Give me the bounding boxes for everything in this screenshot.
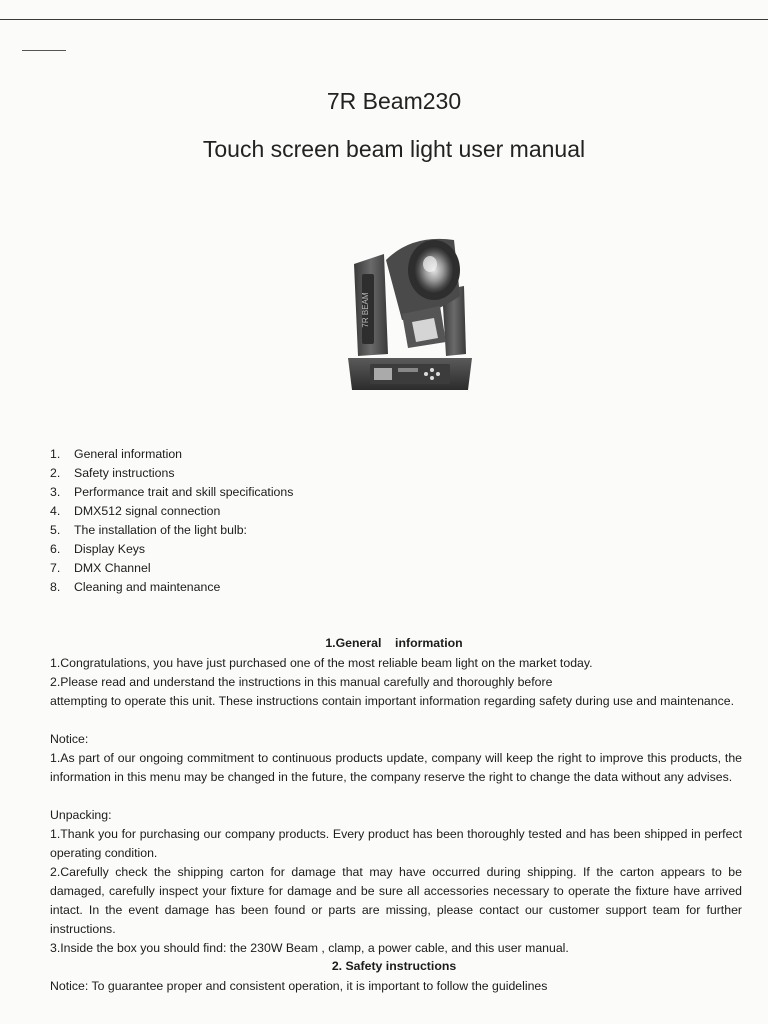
paragraph-unpacking-1: 1.Thank you for purchasing our company products. Every product has been thoroughly tested and has been shipped in perfect operating condition. (50, 827, 742, 860)
toc-number: 2. (50, 466, 61, 480)
toc-number: 1. (50, 447, 61, 461)
toc-label: Performance trait and skill specifications (74, 485, 294, 499)
toc-item (50, 578, 293, 597)
toc-label: The installation of the light bulb: (74, 523, 247, 537)
toc-label: Cleaning and maintenance (74, 580, 221, 594)
toc-label: Display Keys (74, 542, 146, 556)
section-heading-general: 1.General information (325, 636, 463, 650)
toc-item (50, 559, 293, 578)
notice-label: Notice: (50, 732, 89, 746)
table-of-contents (50, 445, 293, 597)
moving-head-light-image (342, 230, 478, 396)
toc-number: 6. (50, 542, 61, 556)
toc-label: Safety instructions (74, 466, 175, 480)
toc-label: DMX Channel (74, 561, 151, 575)
toc-number: 3. (50, 485, 61, 499)
toc-number: 8. (50, 580, 61, 594)
paragraph-read-instructions: 2.Please read and understand the instructions in this manual carefully and thoroughly before (50, 675, 553, 689)
toc-item (50, 445, 293, 464)
toc-number: 4. (50, 504, 61, 518)
toc-number: 5. (50, 523, 61, 537)
fixture-logo: 7R BEAM (361, 292, 370, 328)
top-rule (0, 19, 768, 20)
toc-item (50, 521, 293, 540)
toc-item (50, 502, 293, 521)
paragraph-safety-notice: Notice: To guarantee proper and consistent operation, it is important to follow the guidelines (50, 979, 548, 993)
paragraph-read-instructions-cont: attempting to operate this unit. These instructions contain important information regarding safety during use and maintenance. (50, 694, 735, 708)
toc-label: DMX512 signal connection (74, 504, 221, 518)
paragraph-congratulations: 1.Congratulations, you have just purchased one of the most reliable beam light on the market today. (50, 656, 593, 670)
paragraph-notice: 1.As part of our ongoing commitment to continuous products update, company will keep the right to improve this products, the information in this menu may be changed in the future, the company reserve the right to change the data without any advises. (50, 751, 742, 784)
section-heading-safety: 2. Safety instructions (331, 959, 457, 973)
toc-label: General information (74, 447, 182, 461)
toc-item (50, 483, 293, 502)
page-subtitle: Touch screen beam light user manual (202, 136, 586, 162)
toc-item (50, 540, 293, 559)
paragraph-unpacking-3: 3.Inside the box you should find: the 230W Beam , clamp, a power cable, and this user manual. (50, 941, 569, 955)
toc-number: 7. (50, 561, 61, 575)
page-title: 7R Beam230 (326, 88, 462, 114)
toc-item (50, 464, 293, 483)
unpacking-label: Unpacking: (50, 808, 112, 822)
paragraph-unpacking-2: 2.Carefully check the shipping carton for damage that may have occurred during shipping. If the carton appears to be damaged, carefully inspect your fixture for damage and be sure all accessories necessary to operate the fixture have arrived intact. In the event damage has been found or parts are missing, please contact our customer support team for further instructions. (50, 865, 742, 936)
margin-mark (22, 50, 66, 51)
